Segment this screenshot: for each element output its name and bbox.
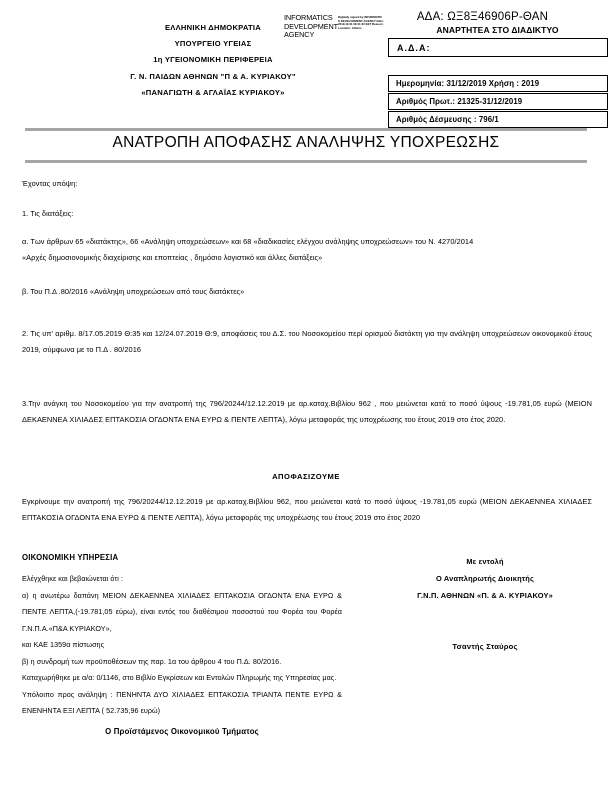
body-item-3: 3.Την ανάγκη του Νοσοκομείου για την ανατροπή της 796/20244/12.12.2019 με αρ.καταχ.Βιβλίου 962 , που μειώνεται κατά το ποσό ύψους -19.781,05 ευρώ (ΜΕΙΟΝ ΔΕΚΑΕΝΝΕΑ ΧΙΛΙΑΔΕΣ ΕΠΤΑΚΟΣΙΑ ΟΓΔΟΝΤΑ ΕΝΑ ΕΥΡΩ & ΠΕΝΤΕ ΛΕΠΤΑ), λόγω μεταφοράς της υποχρέωσης του έτους 2019 στο έτος 2020. — [22, 399, 592, 424]
org-line-hospital: Γ. Ν. ΠΑΙΔΩΝ ΑΘΗΝΩΝ "Π & Α. ΚΥΡΙΑΚΟΥ" — [130, 71, 296, 81]
financial-service-block — [22, 553, 342, 736]
document-header — [0, 0, 612, 125]
divider-top — [25, 128, 587, 131]
body-item-1a-line2: «Αρχές δημοσιονομικής διαχείρισης και εποπτείας , δημόσιο λογιστικό και άλλες διατάξεις» — [22, 253, 323, 262]
field-protocol-number: Αριθμός Πρωτ.: 21325-31/12/2019 — [388, 93, 608, 110]
ada-empty-field: Α.Δ.Α: — [388, 38, 608, 57]
financial-line-b: β) η συνδρομή των προϋποθέσεων της παρ. 1α του άρθρου 4 του Π.Δ. 80/2016. — [22, 656, 282, 666]
body-intro: Έχοντας υπόψη: — [22, 179, 78, 188]
financial-checked-line: Ελέγχθηκε και βεβαιώνεται ότι : — [22, 574, 123, 583]
authority-block — [360, 553, 610, 651]
body-item-2: 2. Τις υπ' αριθμ. 8/17.05.2019 Θ:35 και 12/24.07.2019 Θ:9, αποφάσεις του Δ.Σ. του Νοσοκομείου περί ορισμού διατάκτη για την ανάληψη υποχρεώσεων οικονομικού έτους 2019, σύμφωνα με το Π.Δ . 80/2016 — [22, 329, 592, 354]
divider-bottom — [25, 160, 587, 163]
anartitea-label: ΑΝΑΡΤΗΤΕΑ ΣΤΟ ΔΙΑΔΙΚΤΥΟ — [436, 25, 559, 35]
org-line-region: 1η ΥΓΕΙΟΝΟΜΙΚΗ ΠΕΡΙΦΕΡΕΙΑ — [153, 55, 273, 65]
financial-signer-title: Ο Προϊστάμενος Οικονομικού Τμήματος — [105, 726, 259, 736]
digital-signature-stamp: Digitally signed by INFORMATICS DEVELOPMENT AGENCY Date: 2019.12.31 09:41:22 EET Reason: Location: Athens — [338, 15, 384, 30]
ada-number: ΑΔΑ: ΩΞ8Ξ46906Ρ-ΘΑΝ — [416, 11, 549, 23]
financial-balance-line: Υπόλοιπο προς ανάληψη : ΠΕΝΗΝΤΑ ΔΥΟ ΧΙΛΙΑΔΕΣ ΕΠΤΑΚΟΣΙΑ ΤΡΙΑΝΤΑ ΠΕΝΤΕ ΕΥΡΩ & ΕΝΕΝΗΝΤΑ ΕΞΙ ΛΕΠΤΑ ( 52.735,96 ευρώ) — [22, 689, 342, 715]
authority-line-1: Με εντολή — [466, 557, 504, 566]
body-item-1a-line1: α. Των άρθρων 65 «διατάκτης», 66 «Ανάληψη υποχρεώσεων» και 68 «διαδικασίες ελέγχου ανάληψης υποχρεώσεων» του Ν. 4270/2014 — [22, 237, 474, 246]
body-item-1: 1. Τις διατάξεις: — [22, 209, 74, 218]
financial-line-a: α) η ανωτέρω δαπάνη ΜΕΙΟΝ ΔΕΚΑΕΝΝΕΑ ΧΙΛΙΑΔΕΣ ΕΠΤΑΚΟΣΙΑ ΟΓΔΟΝΤΑ ΕΝΑ ΕΥΡΩ & ΠΕΝΤΕ ΛΕΠΤΑ,(-19.781,05 εύρω), είναι εντός του διαθέσιμου ποσοστού του Φορέα του Φορέα Γ.Ν.Π.Α.«Π&Α ΚΥΡΙΑΚΟΥ», — [22, 590, 342, 633]
field-commitment-number: Αριθμός Δέσμευσης : 796/1 — [388, 111, 608, 128]
decision-text: Εγκρίνουμε την ανατροπή της 796/20244/12.12.2019 με αρ.καταχ.Βιβλίου 962, που μειώνεται κατά το ποσό ύψους -19.781,05 ευρώ (ΜΕΙΟΝ ΔΕΚΑΕΝΝΕΑ ΧΙΛΙΑΔΕΣ ΕΠΤΑΚΟΣΙΑ ΟΓΔΟΝΤΑ ΕΝΑ ΕΥΡΩ & ΠΕΝΤΕ ΛΕΠΤΑ), λόγω μεταφοράς της υποχρέωσης του έτους 2019 στο έτος 2020 — [22, 497, 592, 522]
field-date: Ημερομηνία: 31/12/2019 Χρήση : 2019 — [388, 75, 608, 92]
org-line-country: ΕΛΛΗΝΙΚΗ ΔΗΜΟΚΡΑΤΙΑ — [164, 23, 262, 32]
org-line-hospital-full: «ΠΑΝΑΓΙΩΤΗ & ΑΓΛΑΪΑΣ ΚΥΡΙΑΚΟΥ» — [141, 87, 285, 97]
authority-line-3: Γ.Ν.Π. ΑΘΗΝΩΝ «Π. & Α. ΚΥΡΙΑΚΟΥ» — [417, 591, 553, 600]
informatics-development-agency-logo: INFORMATICS DEVELOPMENT AGENCY — [284, 13, 338, 40]
authority-line-2: Ο Αναπληρωτής Διοικητής — [435, 574, 535, 583]
financial-registration-line: Καταχωρήθηκε με α/α: 0/1146, στο Βιβλίο Εγκρίσεων και Εντολών Πληρωμής της Υπηρεσίας μας. — [22, 673, 337, 682]
financial-line-a2: και ΚΑΕ 1359α πίστωσης — [22, 640, 105, 649]
page-title: ΑΝΑΤΡΟΠΗ ΑΠΟΦΑΣΗΣ ΑΝΑΛΗΨΗΣ ΥΠΟΧΡΕΩΣΗΣ — [112, 134, 500, 151]
organization-block — [108, 20, 318, 101]
authority-signer-name: Τσαντής Σταύρος — [452, 642, 518, 651]
financial-service-heading: ΟΙΚΟΝΟΜΙΚΗ ΥΠΗΡΕΣΙΑ — [22, 553, 119, 562]
decision-heading: ΑΠΟΦΑΣΙΖΟΥΜΕ — [272, 472, 340, 481]
body-item-1b: β. Του Π.Δ .80/2016 «Ανάληψη υποχρεώσεων από τους διατάκτες» — [22, 287, 245, 296]
org-line-ministry: ΥΠΟΥΡΓΕΙΟ ΥΓΕΙΑΣ — [174, 39, 252, 49]
